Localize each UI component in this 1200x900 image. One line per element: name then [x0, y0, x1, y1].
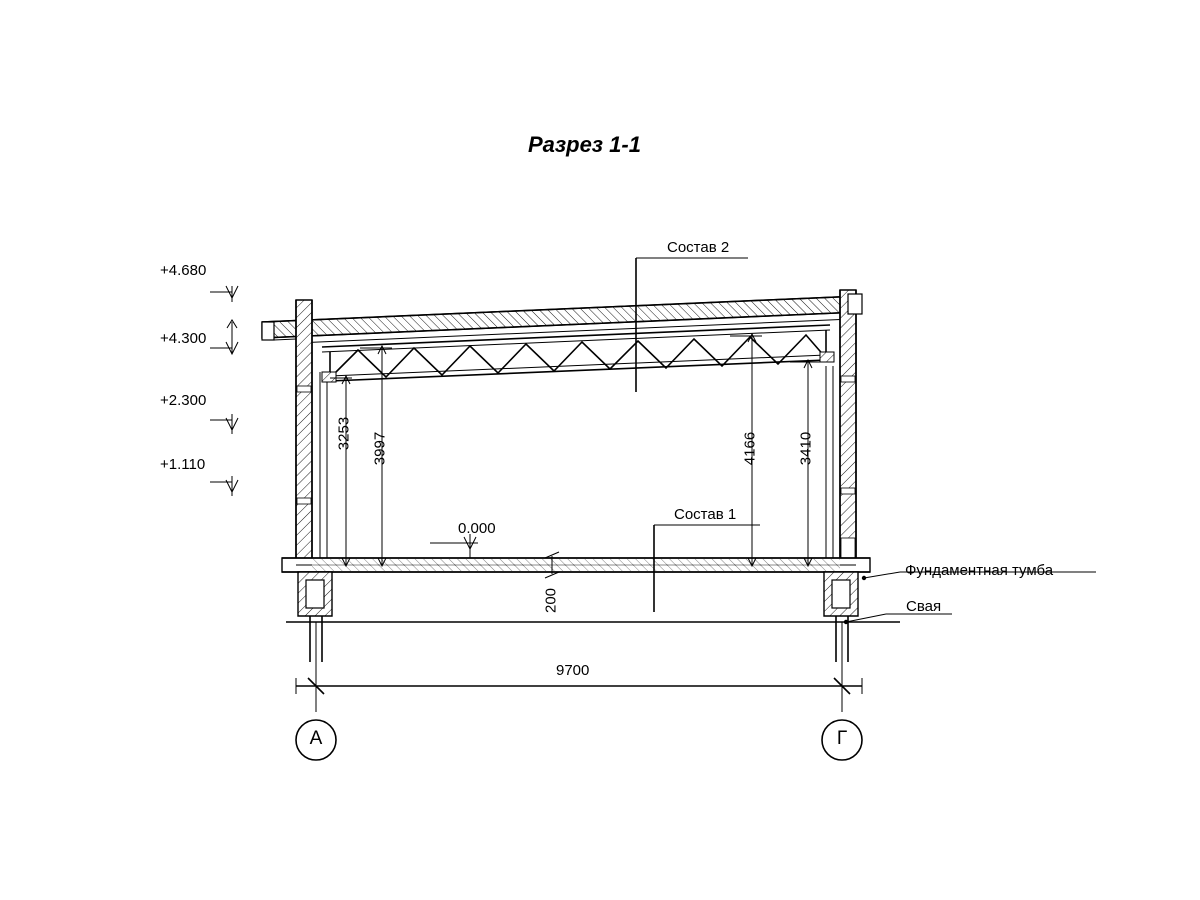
callout-svaya: Свая — [906, 598, 942, 615]
dimension-3253: 3253 — [335, 416, 353, 451]
dimension-200: 200 — [542, 587, 560, 614]
dimension-3410: 3410 — [797, 431, 815, 466]
callout-sostav-1: Состав 1 — [674, 506, 737, 523]
axis-label-g: Г — [836, 728, 848, 749]
dimension-9700: 9700 — [556, 662, 590, 679]
callout-fundament-tumba: Фундаментная тумба — [905, 562, 1054, 579]
axis-label-a: А — [309, 728, 323, 749]
elevation-mark-1110: +1.110 — [160, 456, 206, 473]
wall-right — [826, 290, 856, 566]
eaves-right — [848, 294, 862, 314]
wall-left — [296, 300, 327, 566]
foundation-pedestal-right — [824, 572, 858, 616]
elevation-mark-0000: 0.000 — [458, 520, 496, 537]
dimension-4166: 4166 — [741, 431, 759, 466]
foundation-pedestal-left — [298, 572, 332, 616]
dimension-3997: 3997 — [371, 431, 389, 466]
elevation-mark-4300: +4.300 — [160, 330, 207, 347]
callout-sostav-2: Состав 2 — [667, 239, 730, 256]
floor-slab — [282, 558, 870, 572]
elevation-mark-2300: +2.300 — [160, 392, 207, 409]
drawing-title: Разрез 1-1 — [528, 132, 641, 157]
elevation-mark-4680: +4.680 — [160, 262, 207, 279]
roof-truss — [322, 325, 834, 382]
